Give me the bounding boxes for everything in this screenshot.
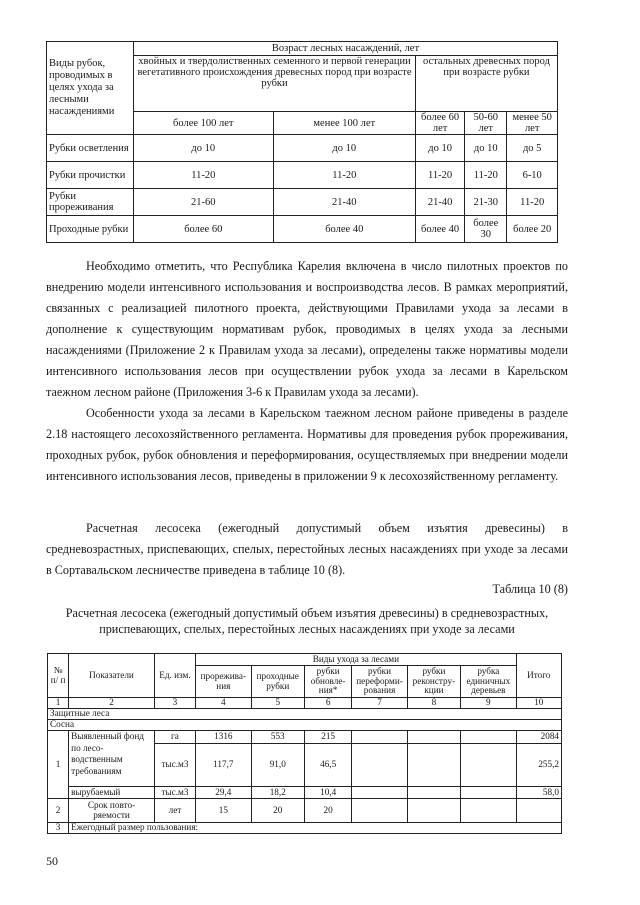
table2-row-label: Выявленный фонд по лесо-водственным требованиям — [69, 731, 155, 787]
table2-indicators-header: Показатели — [69, 654, 155, 698]
table-cell: 91,0 — [251, 744, 304, 787]
table-cell: 21-40 — [416, 189, 465, 216]
table2-unit: га — [154, 731, 195, 744]
table2-type-header: прорежива-ния — [196, 666, 251, 698]
table2-total — [516, 799, 561, 823]
page-number: 50 — [46, 854, 58, 868]
table1-age-col: 50-60 лет — [465, 112, 507, 135]
table-cell: более 20 — [507, 216, 558, 243]
table1-age-col: менее 100 лет — [273, 112, 415, 135]
table-number: Таблица 10 (8) — [492, 582, 568, 596]
table-cell: более 60 — [134, 216, 274, 243]
table-cell: более 40 — [273, 216, 415, 243]
table1-row-name: Рубки осветления — [47, 135, 134, 162]
table1-subgroup-other: остальных древесных пород при возрасте рубки — [416, 56, 558, 112]
table2-unit-header: Ед. изм. — [154, 654, 195, 698]
table-row — [48, 823, 562, 834]
table2-total: 2084 — [516, 731, 561, 744]
table2-unit: тыс.м3 — [154, 744, 195, 787]
table-cell: 15 — [196, 799, 251, 823]
col-number: 5 — [251, 698, 304, 709]
table-cell: 11-20 — [465, 162, 507, 189]
table-cell — [461, 731, 516, 744]
allowable-cut-table — [47, 653, 562, 834]
table2-row-label: Ежегодный размер пользования: — [69, 823, 562, 834]
col-number: 7 — [352, 698, 407, 709]
table-cell: 11-20 — [416, 162, 465, 189]
table2-unit: лет — [154, 799, 195, 823]
table-cell — [461, 744, 516, 787]
table-row — [47, 135, 558, 162]
table2-row-num: 3 — [48, 823, 69, 834]
table-cell — [352, 799, 407, 823]
col-number: 8 — [407, 698, 460, 709]
col-number: 10 — [516, 698, 561, 709]
col-number: 2 — [69, 698, 155, 709]
table-cell: 10,4 — [304, 787, 351, 799]
paragraph-pilot-project: Необходимо отметить, что Республика Карелия включена в число пилотных проектов по внедрению модели интенсивного использования и воспроизводства лесов. В рамках мероприятий, связанных с реализацией пилотного проекта, действующими Правилами ухода за лесами в дополнение к существующим нормативам рубок, проводимых в целях ухода за лесными насаждениями (Приложение 2 к Правилам ухода за лесами), определены также нормативы модели интенсивного использования лесов при осуществлении рубок ухода за лесами в Карельском таежном лесном районе (Приложения 3-6 к Правилам ухода за лесами). — [46, 259, 568, 399]
table2-group-header: Виды ухода за лесами — [196, 654, 516, 666]
table-cell: до 10 — [465, 135, 507, 162]
column-number-row — [48, 698, 562, 709]
table2-species-label: Сосна — [48, 720, 562, 731]
table2-row-label: Срок повто-ряемости — [69, 799, 155, 823]
table-cell: 18,2 — [251, 787, 304, 799]
col-number: 4 — [196, 698, 251, 709]
table1-age-col: более 60 лет — [416, 112, 465, 135]
table-cell — [407, 787, 460, 799]
table-cell: до 5 — [507, 135, 558, 162]
table2-type-header: рубки переформи-рования — [352, 666, 407, 698]
table2-type-header: рубки реконстру-кции — [407, 666, 460, 698]
table2-row-num: 2 — [48, 799, 69, 823]
table2-row-num: 1 — [48, 731, 69, 799]
table-cell: 6-10 — [507, 162, 558, 189]
table-cell: 21-40 — [273, 189, 415, 216]
table1-age-col: более 100 лет — [134, 112, 274, 135]
table-cell: 29,4 — [196, 787, 251, 799]
table2-type-header: проходные рубки — [251, 666, 304, 698]
paragraph-allowable-cut: Расчетная лесосека (ежегодный допустимый объем изъятия древесины) в средневозрастных, приспевающих, спелых, перестойных лесных насаждениях при уходе за лесами в Сортавальском лесничестве приведена в таблице 10 (8). — [46, 521, 568, 577]
table-cell — [461, 799, 516, 823]
table-cell: 20 — [304, 799, 351, 823]
table-title: Расчетная лесосека (ежегодный допустимый объем изъятия древесины) в средневозрастных, приспевающих, спелых, перестойных лесных насаждениях при уходе за лесами — [65, 606, 549, 636]
table1-corner-header: Виды рубок, проводимых в целях ухода за лесными насаждениями — [47, 42, 134, 135]
table-cell: 117,7 — [196, 744, 251, 787]
cutting-age-table — [46, 41, 558, 243]
table-cell — [407, 744, 460, 787]
table-cell: 215 — [304, 731, 351, 744]
table-cell — [407, 799, 460, 823]
col-number: 1 — [48, 698, 69, 709]
table-cell — [461, 787, 516, 799]
table-cell: 11-20 — [134, 162, 274, 189]
table-cell: 20 — [251, 799, 304, 823]
table-cell — [407, 731, 460, 744]
table-cell: до 10 — [273, 135, 415, 162]
table1-subgroup-conifer: хвойных и твердолиственных семенного и первой генерации вегетативного происхождения древесных пород при возрасте рубки — [134, 56, 416, 112]
paragraph-features: Особенности ухода за лесами в Карельском таежном лесном районе приведены в разделе 2.18 настоящего лесохозяйственного регламента. Нормативы для проведения рубок прореживания, проходных рубок, рубок обновления и переформирования, осуществляемых при внедрении модели интенсивного использования лесов, приведены в приложении 9 к лесохозяйственному регламенту. — [46, 406, 568, 483]
table-cell — [352, 787, 407, 799]
table2-type-header: рубка единичных деревьев — [461, 666, 516, 698]
table2-total: 255,2 — [516, 744, 561, 787]
table-cell: 11-20 — [273, 162, 415, 189]
table-row — [47, 189, 558, 216]
col-number: 3 — [154, 698, 195, 709]
table-row — [48, 799, 562, 823]
table2-unit: тыс.м3 — [154, 787, 195, 799]
table-cell: 21-60 — [134, 189, 274, 216]
table-cell: 553 — [251, 731, 304, 744]
table-cell — [352, 744, 407, 787]
table1-group-header: Возраст лесных насаждений, лет — [134, 42, 558, 56]
table-cell: 1316 — [196, 731, 251, 744]
table-row — [47, 162, 558, 189]
table2-total-header: Итого — [516, 654, 561, 698]
table-cell: 11-20 — [507, 189, 558, 216]
table-row — [48, 731, 562, 744]
table-cell: до 10 — [134, 135, 274, 162]
table-row — [47, 216, 558, 243]
table-cell: более 30 — [465, 216, 507, 243]
table2-total: 58,0 — [516, 787, 561, 799]
table-cell: до 10 — [416, 135, 465, 162]
table-cell: 46,5 — [304, 744, 351, 787]
table-cell: более 40 — [416, 216, 465, 243]
table1-row-name: Рубки прочистки — [47, 162, 134, 189]
table2-section-label: Защитные леса — [48, 709, 562, 720]
table1-row-name: Проходные рубки — [47, 216, 134, 243]
table2-num-header: № п/ п — [48, 654, 69, 698]
table-row — [48, 787, 562, 799]
table2-type-header: рубки обновле-ния* — [304, 666, 351, 698]
table1-age-col: менее 50 лет — [507, 112, 558, 135]
table1-row-name: Рубки прореживания — [47, 189, 134, 216]
table2-row-label: вырубаемый — [69, 787, 155, 799]
col-number: 9 — [461, 698, 516, 709]
col-number: 6 — [304, 698, 351, 709]
table-cell: 21-30 — [465, 189, 507, 216]
table-cell — [352, 731, 407, 744]
